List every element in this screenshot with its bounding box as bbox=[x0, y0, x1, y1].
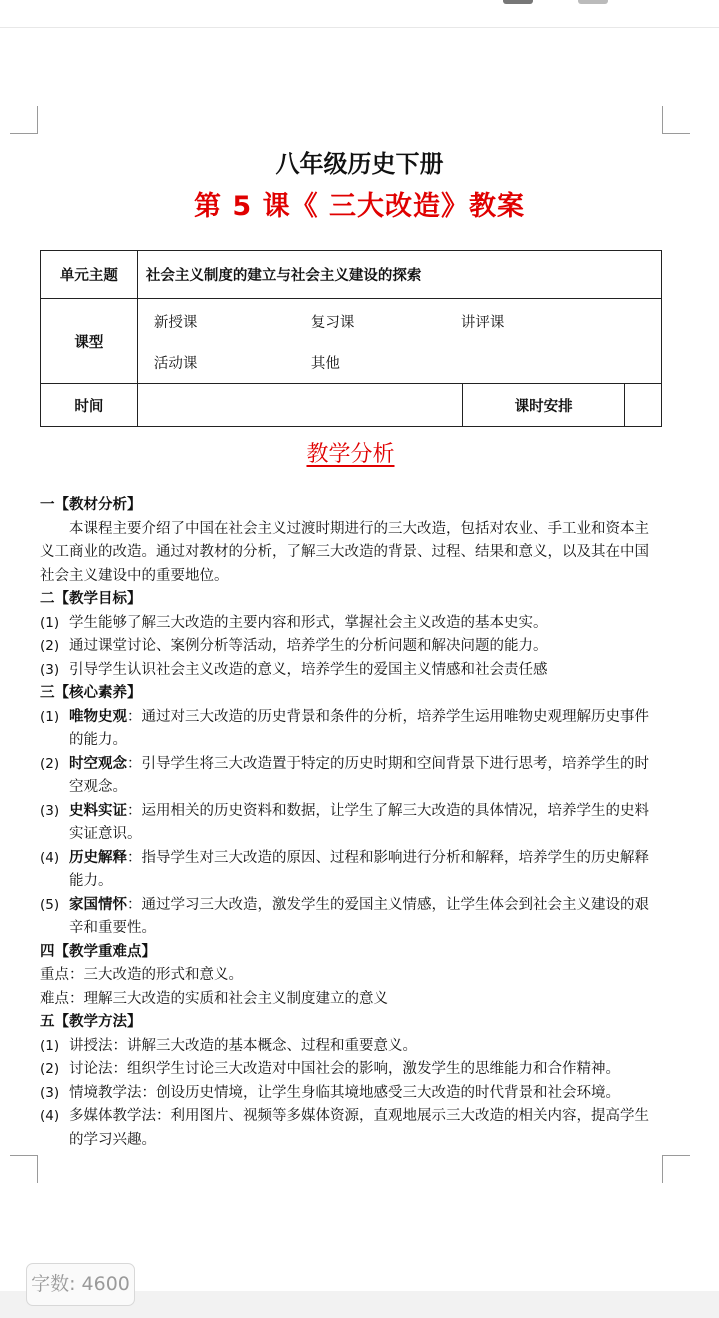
list-index: (2) bbox=[40, 638, 60, 654]
table-row-unit-theme bbox=[41, 251, 662, 299]
list-item bbox=[40, 659, 662, 683]
list-index: (4) bbox=[40, 849, 60, 866]
list-term: 家国情怀 bbox=[69, 896, 127, 913]
list-index: (2) bbox=[40, 755, 60, 772]
lesson-info-table bbox=[40, 250, 662, 427]
difficult-point: 难点：理解三大改造的实质和社会主义制度建立的意义 bbox=[40, 990, 388, 1007]
lesson-type-option: 复习课 bbox=[310, 315, 355, 331]
list-text: 多媒体教学法：利用图片、视频等多媒体资源，直观地展示三大改造的相关内容，提高学生的学习兴趣。 bbox=[69, 1108, 649, 1148]
list-text: 通过课堂讨论、案例分析等活动，培养学生的分析问题和解决问题的能力。 bbox=[69, 638, 548, 654]
lesson-type-option: 新授课 bbox=[153, 315, 198, 331]
lesson-type-option: 其他 bbox=[310, 356, 340, 372]
teaching-analysis-heading: 教学分析 bbox=[306, 442, 395, 467]
section-heading: 三【核心素养】 bbox=[40, 685, 142, 701]
list-index: (1) bbox=[40, 708, 60, 725]
table-row-time bbox=[41, 384, 662, 427]
list-item bbox=[40, 635, 662, 659]
list-text: ：运用相关的历史资料和数据，让学生了解三大改造的具体情况，培养学生的史料实证意识。 bbox=[69, 802, 649, 842]
document-title: 八年级历史下册 bbox=[275, 150, 444, 178]
document-body bbox=[40, 494, 662, 1152]
list-index: (3) bbox=[40, 1084, 60, 1101]
table-row-lesson-type bbox=[41, 299, 662, 384]
list-text: ：指导学生对三大改造的原因、过程和影响进行分析和解释，培养学生的历史解释能力。 bbox=[69, 849, 649, 889]
lesson-type-option: 讲评课 bbox=[460, 315, 505, 331]
time-label: 时间 bbox=[41, 384, 138, 427]
list-item bbox=[40, 706, 662, 753]
list-item bbox=[40, 1105, 662, 1152]
class-hours-label: 课时安排 bbox=[463, 384, 625, 427]
list-index: (3) bbox=[40, 802, 60, 819]
list-index: (1) bbox=[40, 1037, 60, 1054]
class-hours-value bbox=[625, 384, 662, 427]
lesson-type-option: 活动课 bbox=[153, 356, 198, 372]
list-text: 学生能够了解三大改造的主要内容和形式，掌握社会主义改造的基本史实。 bbox=[69, 614, 548, 631]
list-index: (5) bbox=[40, 896, 60, 913]
list-text: 讲授法：讲解三大改造的基本概念、过程和重要意义。 bbox=[69, 1037, 417, 1054]
list-index: (1) bbox=[40, 614, 60, 631]
list-item bbox=[40, 1058, 662, 1082]
toolbar-button-left[interactable] bbox=[503, 0, 533, 4]
section-heading: 五【教学方法】 bbox=[40, 1014, 142, 1030]
list-text: 引导学生认识社会主义改造的意义，培养学生的爱国主义情感和社会责任感 bbox=[69, 661, 548, 678]
top-toolbar bbox=[0, 0, 719, 28]
word-count-badge[interactable]: 字数: 4600 bbox=[26, 1263, 135, 1306]
unit-theme-value: 社会主义制度的建立与社会主义建设的探索 bbox=[137, 251, 661, 299]
list-item bbox=[40, 753, 662, 800]
list-item bbox=[40, 894, 662, 941]
list-text: ：引导学生将三大改造置于特定的历史时期和空间背景下进行思考，培养学生的时空观念。 bbox=[69, 755, 649, 795]
list-term: 史料实证 bbox=[69, 802, 127, 819]
margin-corner-bottom-right bbox=[662, 1155, 690, 1183]
list-item bbox=[40, 612, 662, 636]
unit-theme-label: 单元主题 bbox=[41, 251, 138, 299]
margin-corner-top-left bbox=[10, 106, 38, 134]
section-heading: 一【教材分析】 bbox=[40, 497, 142, 513]
list-index: (4) bbox=[40, 1108, 60, 1124]
list-index: (2) bbox=[40, 1061, 60, 1077]
toolbar-button-right[interactable] bbox=[578, 0, 608, 4]
section-heading: 四【教学重难点】 bbox=[40, 943, 156, 960]
list-term: 历史解释 bbox=[69, 849, 127, 866]
list-item bbox=[40, 800, 662, 847]
lesson-type-options bbox=[137, 299, 661, 384]
list-item bbox=[40, 1035, 662, 1059]
lesson-type-label: 课型 bbox=[41, 299, 138, 384]
list-item bbox=[40, 847, 662, 894]
list-text: ：通过对三大改造的历史背景和条件的分析，培养学生运用唯物史观理解历史事件的能力。 bbox=[69, 708, 649, 748]
list-text: 情境教学法：创设历史情境，让学生身临其境地感受三大改造的时代背景和社会环境。 bbox=[69, 1084, 620, 1101]
list-text: ：通过学习三大改造，激发学生的爱国主义情感，让学生体会到社会主义建设的艰辛和重要性。 bbox=[69, 896, 649, 936]
margin-corner-bottom-left bbox=[10, 1155, 38, 1183]
lesson-title: 第 5 课《 三大改造》教案 bbox=[194, 191, 525, 222]
list-text: 讨论法：组织学生讨论三大改造对中国社会的影响，激发学生的思维能力和合作精神。 bbox=[69, 1061, 620, 1077]
list-term: 时空观念 bbox=[69, 755, 127, 772]
key-point: 重点：三大改造的形式和意义。 bbox=[40, 967, 243, 983]
list-term: 唯物史观 bbox=[69, 708, 127, 725]
margin-corner-top-right bbox=[662, 106, 690, 134]
list-index: (3) bbox=[40, 661, 60, 678]
time-value bbox=[137, 384, 462, 427]
paragraph: 本课程主要介绍了中国在社会主义过渡时期进行的三大改造，包括对农业、手工业和资本主义工商业的改造。通过对教材的分析，了解三大改造的背景、过程、结果和意义，以及其在中国社会主义建设中的重要地位。 bbox=[40, 520, 649, 584]
section-heading: 二【教学目标】 bbox=[40, 591, 142, 607]
list-item bbox=[40, 1082, 662, 1106]
